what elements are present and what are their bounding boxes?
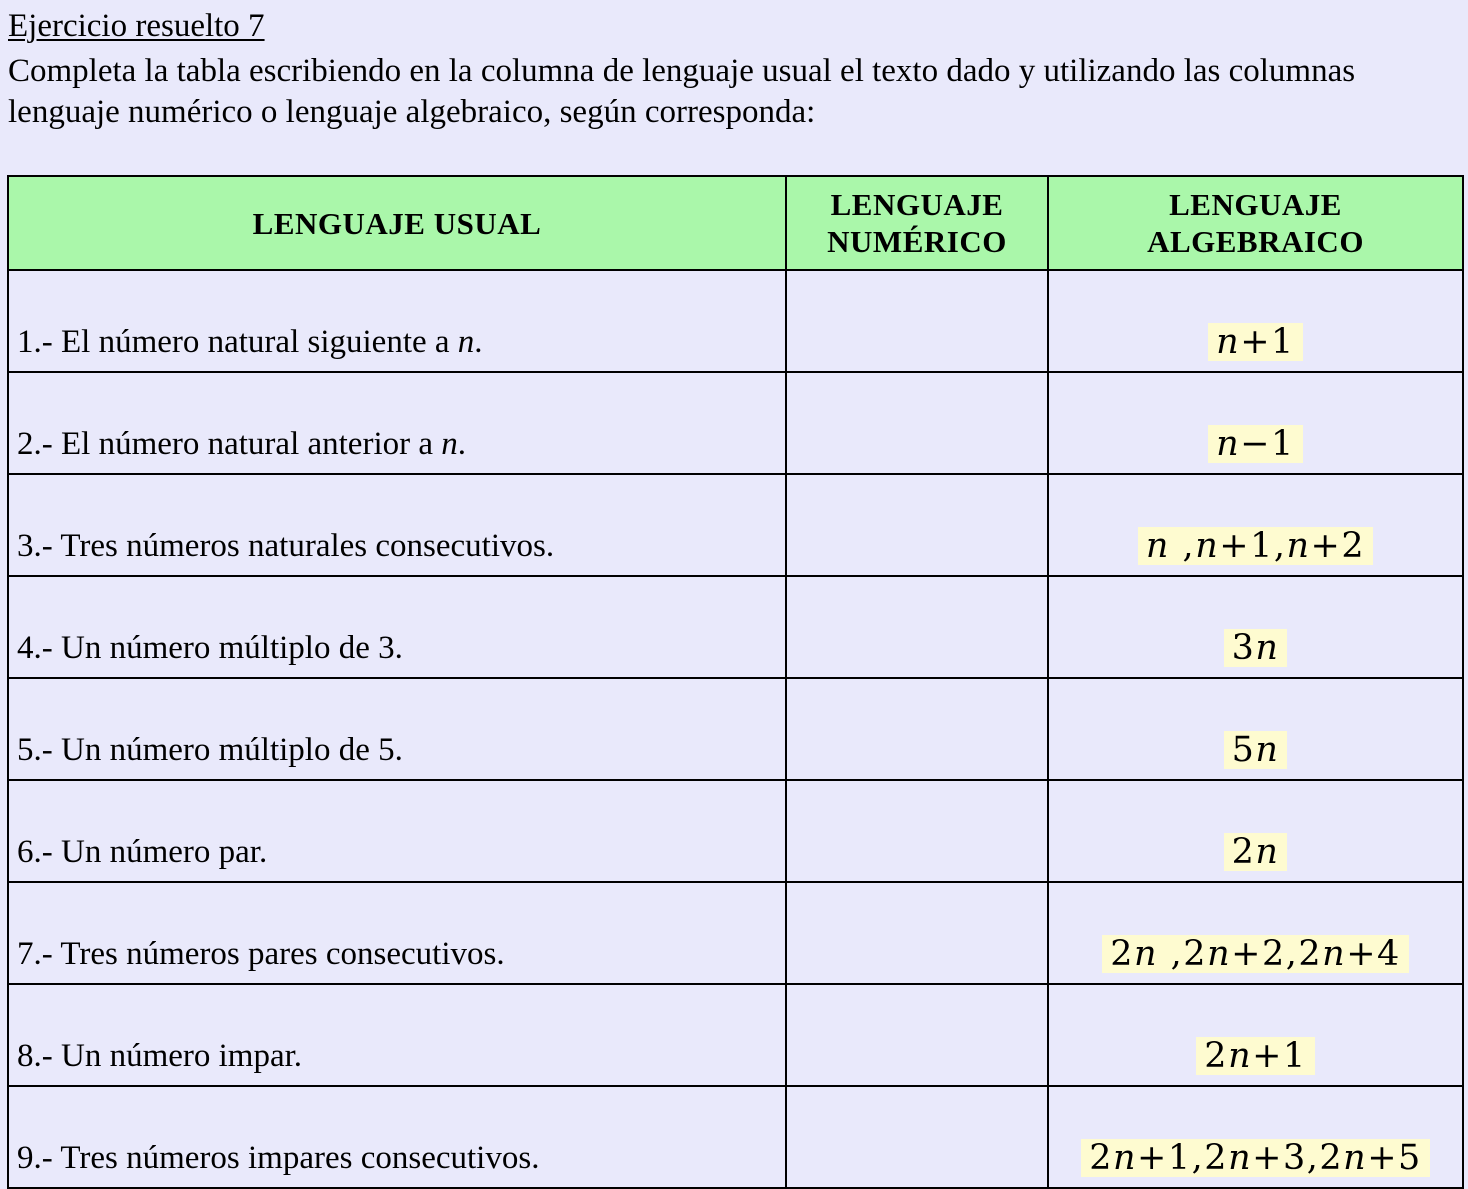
algebraico-cell	[1048, 576, 1463, 678]
exercise-heading: Ejercicio resuelto 7	[8, 8, 265, 44]
numerico-cell[interactable]	[786, 1086, 1048, 1188]
usual-cell	[8, 474, 786, 576]
numerico-cell[interactable]	[786, 576, 1048, 678]
algebraico-cell	[1048, 1086, 1463, 1188]
numerico-cell[interactable]	[786, 984, 1048, 1086]
usual-text: 6.- Un número par.	[17, 834, 268, 870]
header-algebraico	[1048, 176, 1463, 270]
usual-end: .	[474, 324, 483, 360]
algebraic-formula: n−1	[1208, 425, 1303, 463]
usual-cell	[8, 270, 786, 372]
usual-text: 7.- Tres números pares consecutivos.	[17, 936, 505, 972]
algebraico-cell	[1048, 984, 1463, 1086]
table-row	[8, 678, 1463, 780]
algebraico-cell	[1048, 780, 1463, 882]
usual-end: .	[457, 426, 466, 462]
header-usual	[8, 176, 786, 270]
numerico-cell[interactable]	[786, 270, 1048, 372]
usual-cell	[8, 984, 786, 1086]
usual-cell	[8, 576, 786, 678]
numerico-cell[interactable]	[786, 678, 1048, 780]
algebraico-cell	[1048, 270, 1463, 372]
usual-cell	[8, 678, 786, 780]
algebraic-formula: 2n+1,2n+3,2n+5	[1081, 1139, 1430, 1177]
exercise-instructions: Completa la tabla escribiendo en la columna de lenguaje usual el texto dado y utilizando las columnas lenguaje numérico o lenguaje algebraico, según corresponda:	[8, 53, 1356, 130]
table-row	[8, 1086, 1463, 1188]
usual-text: 2.- El número natural anterior a	[17, 426, 442, 462]
table-row	[8, 576, 1463, 678]
header-numerico-line2: NUMÉRICO	[827, 224, 1007, 259]
usual-text: 9.- Tres números impares consecutivos.	[17, 1140, 540, 1176]
table-row	[8, 984, 1463, 1086]
header-algebraico-line2: ALGEBRAICO	[1147, 224, 1364, 259]
table-row	[8, 270, 1463, 372]
usual-cell	[8, 882, 786, 984]
table-row	[8, 474, 1463, 576]
usual-text: 5.- Un número múltiplo de 5.	[17, 732, 403, 768]
numerico-cell[interactable]	[786, 780, 1048, 882]
table-row	[8, 372, 1463, 474]
algebraico-cell	[1048, 474, 1463, 576]
usual-text: 4.- Un número múltiplo de 3.	[17, 630, 403, 666]
usual-text: 8.- Un número impar.	[17, 1038, 303, 1074]
algebraic-formula: 5n	[1224, 731, 1288, 769]
algebraic-formula: n+1	[1208, 323, 1303, 361]
numerico-cell[interactable]	[786, 372, 1048, 474]
algebraic-formula: 2n+1	[1196, 1037, 1314, 1075]
usual-text: 3.- Tres números naturales consecutivos.	[17, 528, 555, 564]
header-numerico	[786, 176, 1048, 270]
language-table	[7, 175, 1464, 1189]
numerico-cell[interactable]	[786, 882, 1048, 984]
usual-cell	[8, 780, 786, 882]
usual-cell	[8, 372, 786, 474]
table-row	[8, 780, 1463, 882]
header-numerico-line1: LENGUAJE	[830, 187, 1004, 222]
usual-text: 1.- El número natural siguiente a	[17, 324, 458, 360]
table-header-row	[8, 176, 1463, 270]
algebraico-cell	[1048, 882, 1463, 984]
variable-n: n	[457, 324, 475, 360]
header-algebraico-line1: LENGUAJE	[1169, 187, 1342, 222]
variable-n: n	[441, 426, 458, 462]
algebraico-cell	[1048, 372, 1463, 474]
usual-cell	[8, 1086, 786, 1188]
algebraic-formula: 2n	[1224, 833, 1288, 871]
algebraic-formula: n ,n+1,n+2	[1138, 527, 1373, 565]
algebraic-formula: 3n	[1224, 629, 1288, 667]
table-row	[8, 882, 1463, 984]
algebraic-formula: 2n ,2n+2,2n+4	[1102, 935, 1409, 973]
header-usual-label: LENGUAJE USUAL	[252, 205, 542, 241]
numerico-cell[interactable]	[786, 474, 1048, 576]
algebraico-cell	[1048, 678, 1463, 780]
